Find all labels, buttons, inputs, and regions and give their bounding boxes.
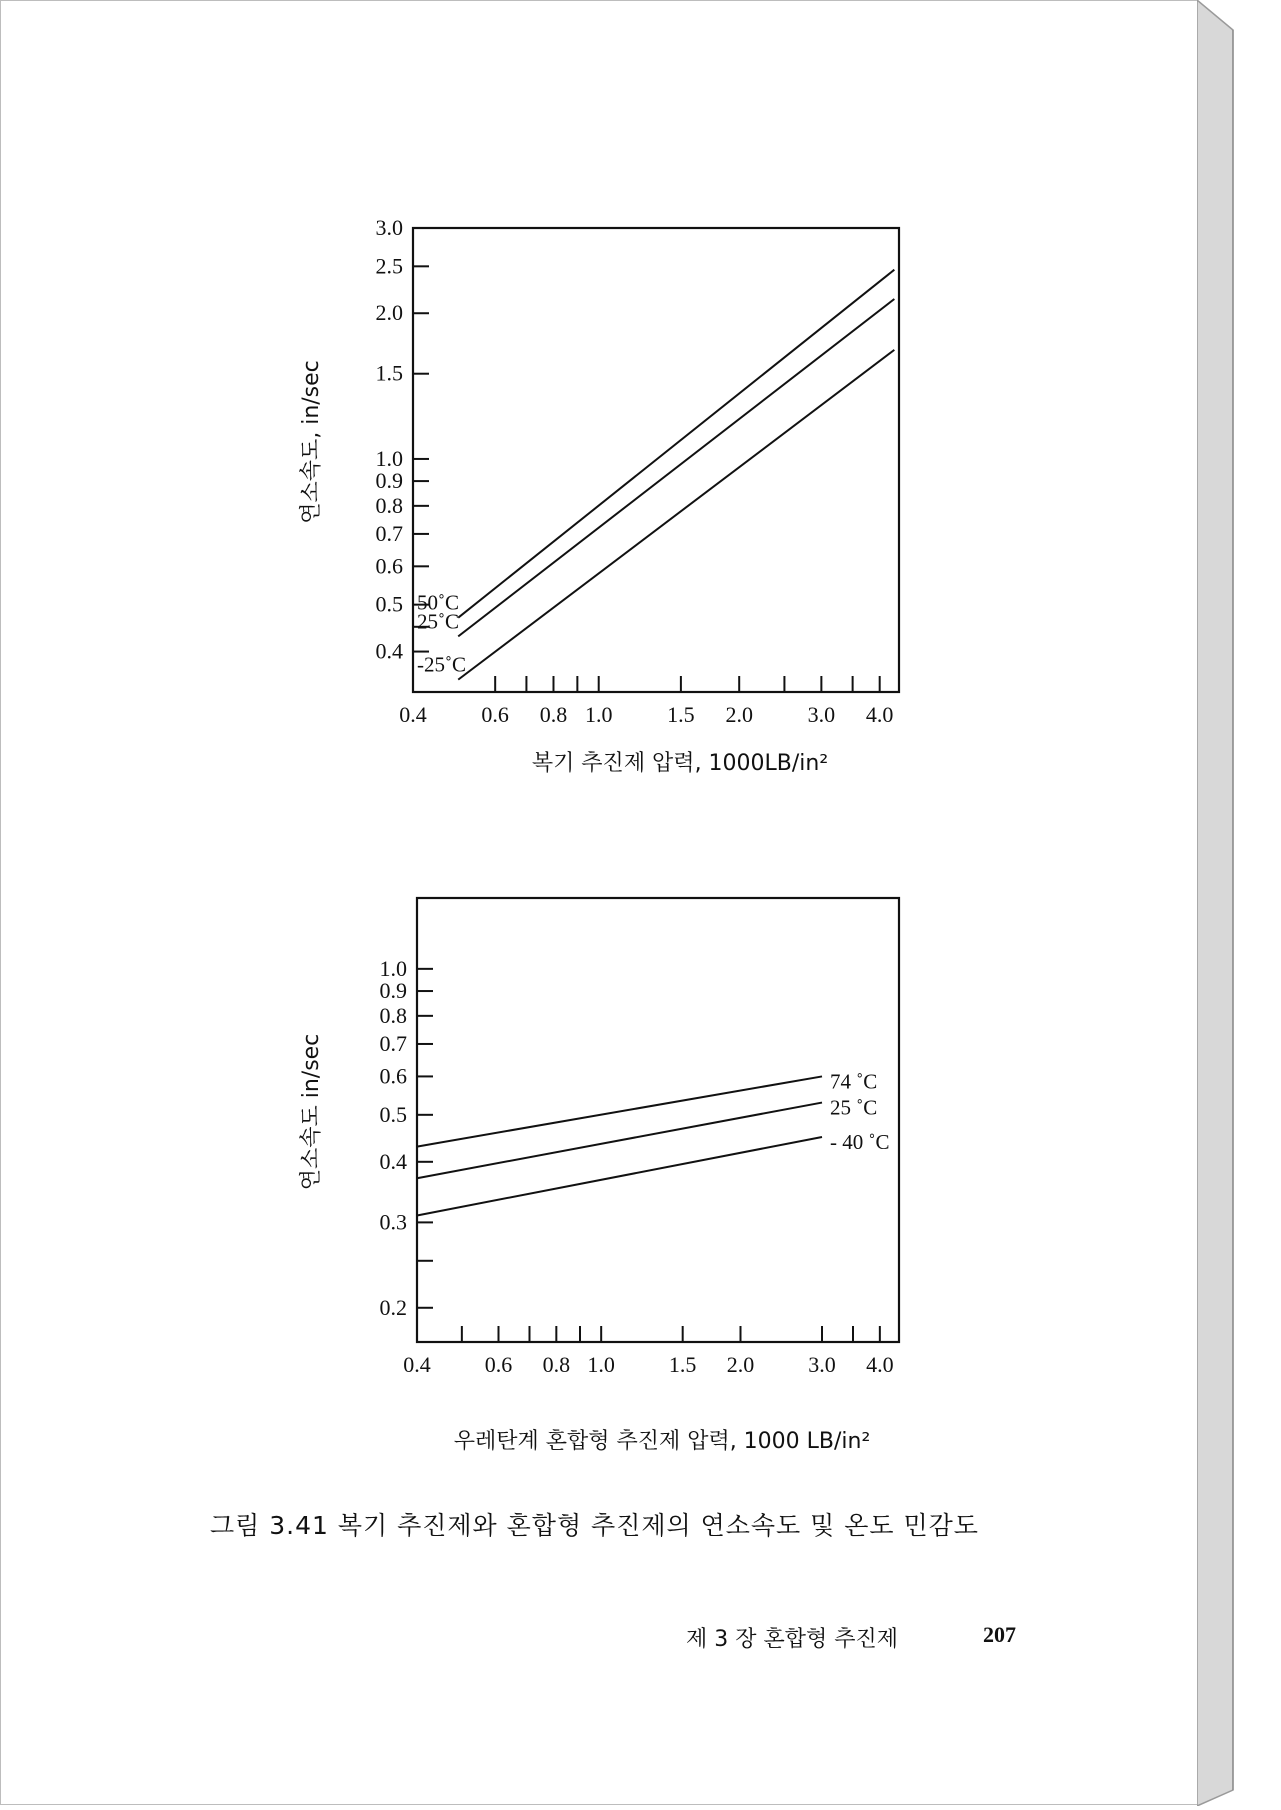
y-tick-label: 1.0 bbox=[379, 955, 407, 981]
footer-chapter-title: 제 3 장 혼합형 추진제 bbox=[686, 1627, 898, 1652]
chart-1-y-axis-label: 연소속도, in/sec bbox=[299, 360, 324, 524]
y-tick-label: 1.0 bbox=[375, 445, 403, 471]
chart-2-frame bbox=[417, 898, 899, 1342]
x-tick-label: 1.5 bbox=[667, 702, 695, 727]
y-tick-label: 0.3 bbox=[379, 1209, 407, 1235]
series-label-3: -25˚C bbox=[417, 652, 466, 677]
x-tick-label: 0.4 bbox=[399, 702, 427, 727]
y-tick-label: 0.8 bbox=[379, 1002, 407, 1028]
x-tick-label: 3.0 bbox=[808, 1352, 836, 1377]
y-tick-label: 3.0 bbox=[375, 215, 403, 240]
x-tick-label: 4.0 bbox=[866, 1352, 894, 1377]
x-tick-label: 1.0 bbox=[584, 702, 613, 727]
footer-page-number: 207 bbox=[983, 1622, 1016, 1647]
y-tick-label: 0.9 bbox=[375, 468, 403, 494]
series-line-1 bbox=[458, 270, 894, 618]
y-tick-label: 0.5 bbox=[379, 1101, 407, 1127]
x-tick-label: 0.6 bbox=[481, 702, 509, 727]
y-tick-label: 1.5 bbox=[375, 360, 403, 386]
y-tick-label: 0.9 bbox=[379, 978, 407, 1004]
x-tick-label: 1.5 bbox=[668, 1352, 697, 1377]
x-tick-label: 2.0 bbox=[725, 702, 753, 727]
x-tick-label: 2.0 bbox=[726, 1352, 755, 1377]
series-line-2 bbox=[458, 299, 894, 636]
x-tick-label: 4.0 bbox=[865, 702, 894, 727]
figure-caption: 그림 3.41 복기 추진제와 혼합형 추진제의 연소속도 및 온도 민감도 bbox=[210, 1511, 979, 1540]
x-tick-label: 3.0 bbox=[807, 702, 836, 727]
y-tick-label: 0.4 bbox=[379, 1148, 407, 1174]
y-tick-label: 0.6 bbox=[379, 1063, 407, 1089]
y-tick-label: 0.7 bbox=[375, 520, 403, 546]
series-label-2: 25 ˚C bbox=[830, 1095, 878, 1120]
chart-2-x-axis-label: 우레탄계 혼합형 추진제 압력, 1000 LB/in² bbox=[453, 1429, 871, 1454]
series-line-3 bbox=[417, 1137, 822, 1215]
y-tick-label: 2.5 bbox=[375, 253, 403, 279]
y-tick-label: 0.5 bbox=[375, 591, 403, 617]
chart-1-plot bbox=[376, 215, 900, 727]
chart-2-y-axis-label: 연소속도 in/sec bbox=[299, 1033, 324, 1191]
series-label-1: 74 ˚C bbox=[830, 1069, 878, 1094]
y-tick-label: 0.2 bbox=[379, 1294, 407, 1320]
series-line-1 bbox=[417, 1076, 822, 1146]
y-tick-label: 0.6 bbox=[375, 553, 403, 579]
series-label-1: 50˚C bbox=[417, 590, 459, 615]
series-label-3: - 40 ˚C bbox=[830, 1130, 890, 1155]
series-line-2 bbox=[417, 1103, 822, 1179]
series-label-2: 25˚C bbox=[417, 609, 459, 634]
x-tick-label: 1.0 bbox=[587, 1352, 615, 1377]
x-tick-label: 0.6 bbox=[484, 1352, 513, 1377]
series-line-3 bbox=[458, 350, 894, 680]
y-tick-label: 0.7 bbox=[379, 1030, 407, 1056]
burn-rate-chart-double-base bbox=[0, 0, 1281, 800]
y-tick-label: 0.4 bbox=[375, 638, 403, 664]
x-tick-label: 0.4 bbox=[403, 1352, 431, 1377]
burn-rate-chart-composite bbox=[0, 880, 1281, 1460]
y-tick-label: 0.8 bbox=[375, 492, 403, 518]
x-tick-label: 0.8 bbox=[542, 1352, 571, 1377]
y-tick-label: 2.0 bbox=[375, 300, 403, 326]
chart-1-x-axis-label: 복기 추진제 압력, 1000LB/in² bbox=[531, 751, 829, 776]
x-tick-label: 0.8 bbox=[539, 702, 568, 727]
chart-2-plot bbox=[380, 898, 900, 1377]
